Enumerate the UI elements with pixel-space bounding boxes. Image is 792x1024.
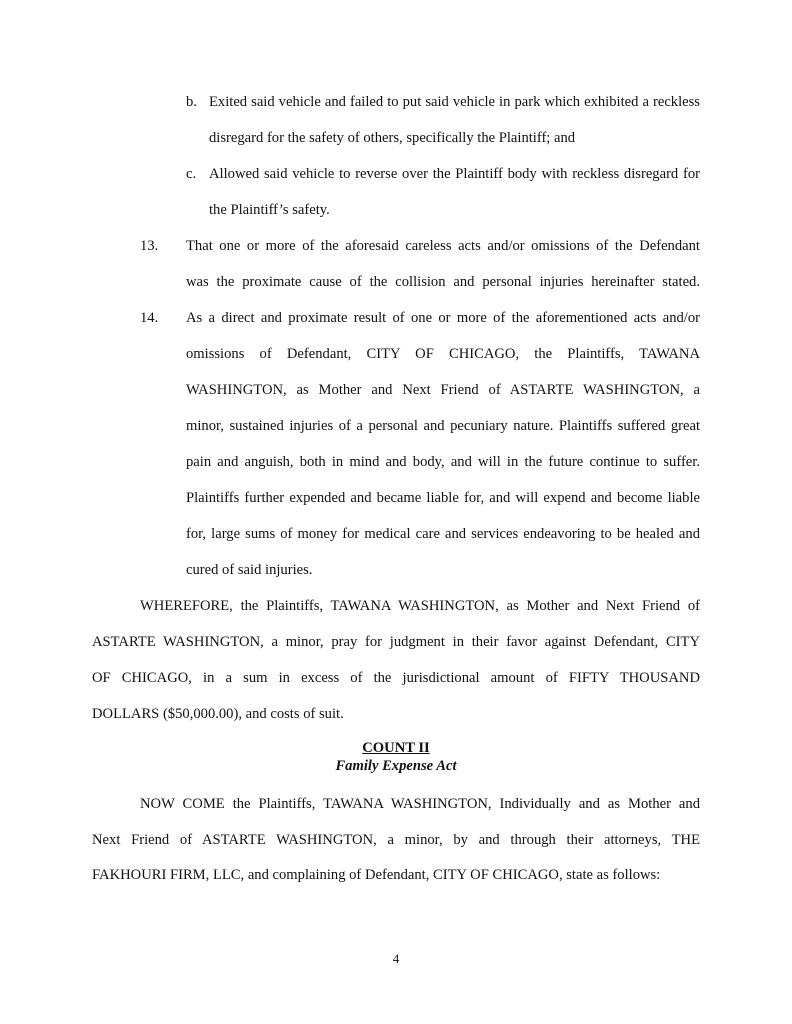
wherefore-line-4: DOLLARS ($50,000.00), and costs of suit. [92, 706, 344, 722]
paragraph-13-line-1: That one or more of the aforesaid careless acts and/or omissions of the Defendant [186, 238, 700, 254]
paragraph-14-line-2: omissions of Defendant, CITY OF CHICAGO, the Plaintiffs, TAWANA [186, 346, 700, 362]
paragraph-number-13: 13. [140, 238, 159, 254]
paragraph-14-line-1: As a direct and proximate result of one or more of the aforementioned acts and/or [186, 310, 700, 326]
paragraph-14-line-3: WASHINGTON, as Mother and Next Friend of ASTARTE WASHINGTON, a [186, 382, 700, 398]
paragraph-14-line-8: cured of said injuries. [186, 562, 313, 578]
subitem-marker-b: b. [186, 94, 197, 110]
paragraph-14-line-5: pain and anguish, both in mind and body, and will in the future continue to suffer. [186, 454, 700, 470]
wherefore-line-2: ASTARTE WASHINGTON, a minor, pray for judgment in their favor against Defendant, CITY [92, 634, 700, 650]
paragraph-number-14: 14. [140, 310, 159, 326]
wherefore-line-3: OF CHICAGO, in a sum in excess of the jurisdictional amount of FIFTY THOUSAND [92, 670, 700, 686]
now-come-line-3: FAKHOURI FIRM, LLC, and complaining of Defendant, CITY OF CHICAGO, state as follows: [92, 867, 661, 883]
paragraph-14-line-4: minor, sustained injuries of a personal and pecuniary nature. Plaintiffs suffered great [186, 418, 700, 434]
subitem-b-line-1: Exited said vehicle and failed to put said vehicle in park which exhibited a reckless [209, 94, 700, 110]
paragraph-13-line-2: was the proximate cause of the collision and personal injuries hereinafter stated. [186, 274, 700, 290]
count-subheading: Family Expense Act [335, 758, 457, 774]
subitem-c-line-2: the Plaintiff’s safety. [209, 202, 330, 218]
paragraph-14-line-7: for, large sums of money for medical care and services endeavoring to be healed and [186, 526, 700, 542]
now-come-line-1: NOW COME the Plaintiffs, TAWANA WASHINGTON, Individually and as Mother and [140, 796, 700, 812]
paragraph-14-line-6: Plaintiffs further expended and became liable for, and will expend and become liable [186, 490, 700, 506]
now-come-line-2: Next Friend of ASTARTE WASHINGTON, a minor, by and through their attorneys, THE [92, 832, 700, 848]
subitem-marker-c: c. [186, 166, 197, 182]
subitem-c-line-1: Allowed said vehicle to reverse over the Plaintiff body with reckless disregard for [209, 166, 700, 182]
wherefore-line-1: WHEREFORE, the Plaintiffs, TAWANA WASHINGTON, as Mother and Next Friend of [140, 598, 700, 614]
page-number: 4 [392, 951, 400, 966]
subitem-b-line-2: disregard for the safety of others, specifically the Plaintiff; and [209, 130, 576, 146]
count-heading: COUNT II [362, 740, 430, 756]
